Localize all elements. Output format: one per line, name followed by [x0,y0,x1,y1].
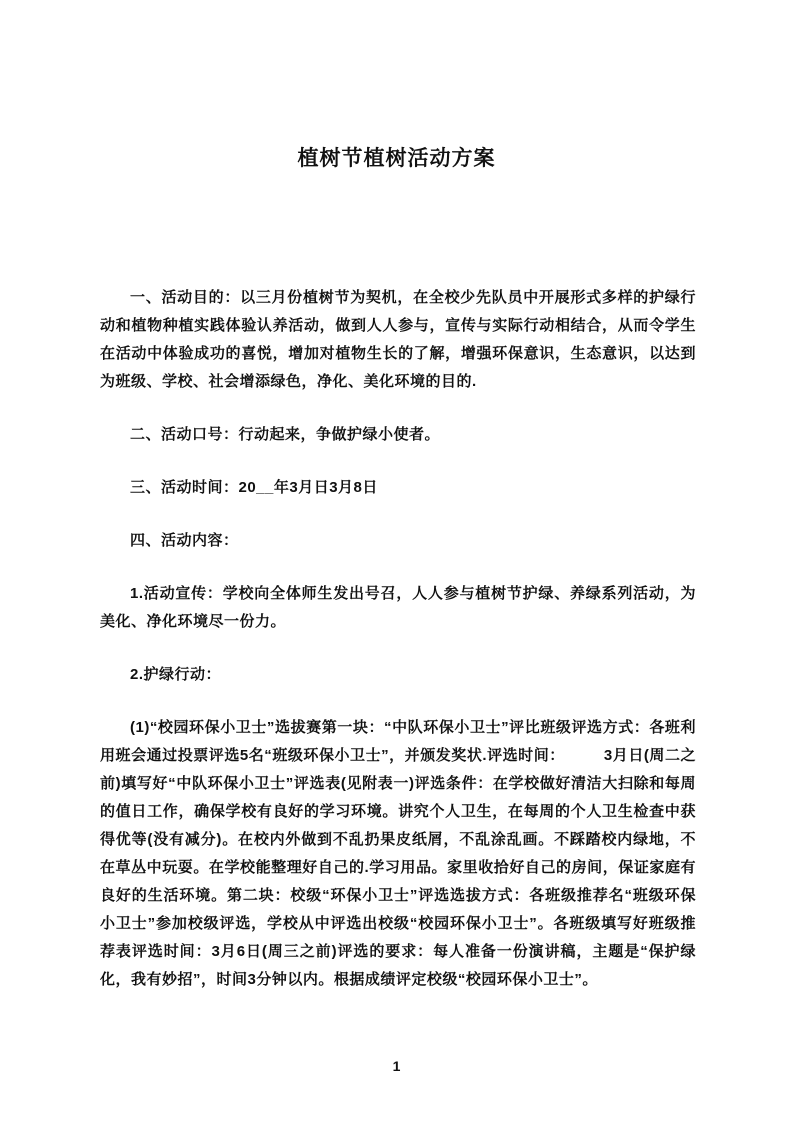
paragraph-activity-time: 三、活动时间：20__年3月日3月8日 [130,479,378,496]
paragraph-activity-content-heading: 四、活动内容： [130,532,239,549]
paragraph-activity-purpose: 一、活动目的：以三月份植树节为契机，在全校少先队员中开展形式多样的护绿行动和植物种植实践体验认养活动，做到人人参与，宣传与实际行动相结合，从而令学生在活动中体验成功的喜悦，增加对植物生长的了解，增强环保意识，生态意识，以达到为班级、学校、社会增添绿色，净化、美化环境的目的. [100,289,696,390]
document-title: 植树节植树活动方案 [297,147,496,170]
document-body [100,284,696,1019]
paragraph-activity-slogan: 二、活动口号：行动起来，争做护绿小使者。 [130,426,441,443]
paragraph-green-action-heading: 2.护绿行动： [130,666,222,683]
paragraph-selection-contest-details: (1)“校园环保小卫士”选拔赛第一块：“中队环保小卫士”评比班级评选方式：各班利用班会通过投票评选5名“班级环保小卫士”，并颁发奖状.评选时间： 3月日(周二之前)填写好“中队环保小卫士”评选表(见附表一)评选条件：在学校做好清洁大扫除和每周的值日工作，确保学校有良好的学习环境。讲究个人卫生，在每周的个人卫生检查中获得优等(没有减分)。在校内外做到不乱扔果皮纸屑，不乱涂乱画。不踩踏校内绿地，不在草丛中玩耍。在学校能整理好自己的.学习用品。家里收拾好自己的房间，保证家庭有良好的生活环境。第二块：校级“环保小卫士”评选选拔方式：各班级推荐名“班级环保小卫士”参加校级评选，学校从中评选出校级“校园环保小卫士”。各班级填写好班级推荐表评选时间：3月6日(周三之前)评选的要求：每人准备一份演讲稿，主题是“保护绿化，我有妙招”，时间3分钟以内。根据成绩评定校级“校园环保小卫士”。 [100,719,696,988]
paragraph-activity-promotion: 1.活动宣传：学校向全体师生发出号召，人人参与植树节护绿、养绿系列活动，为美化、净化环境尽一份力。 [100,585,696,630]
page-number: 1 [392,1058,401,1074]
